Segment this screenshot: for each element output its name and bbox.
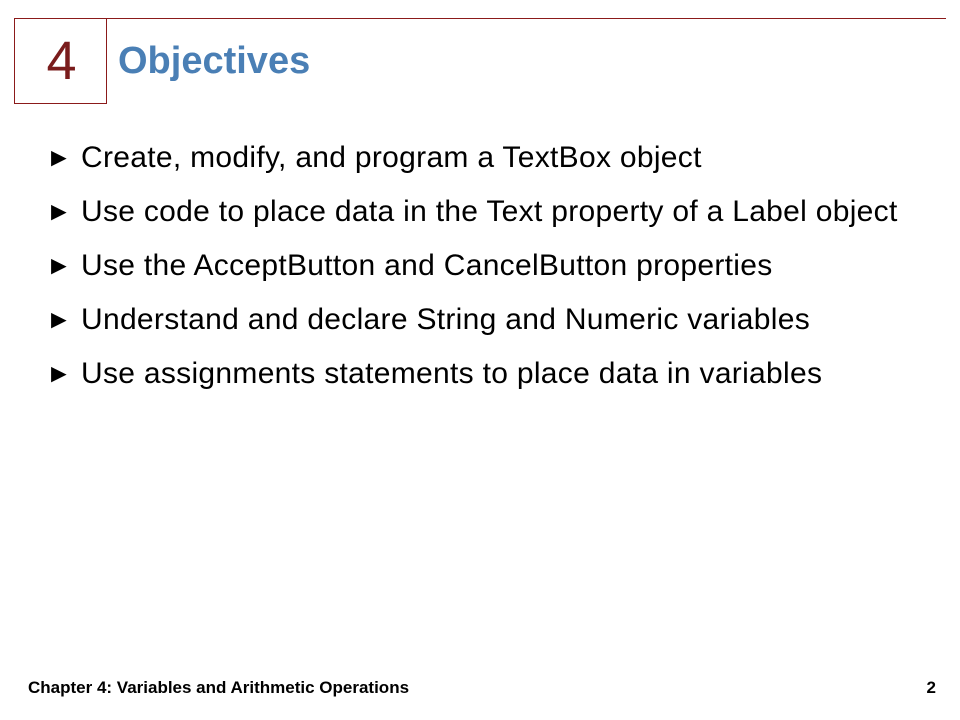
slide-title: Objectives: [118, 40, 311, 82]
arrow-bullet-icon: ►: [46, 304, 73, 334]
arrow-bullet-icon: ►: [46, 142, 73, 172]
bullet-text: Use assignments statements to place data in variables: [81, 357, 823, 390]
arrow-bullet-icon: ►: [46, 250, 73, 280]
bullet-item: [46, 351, 926, 396]
chapter-number-box: [14, 18, 107, 104]
footer-chapter-title: Chapter 4: Variables and Arithmetic Operations: [28, 678, 410, 697]
chapter-number: 4: [46, 31, 77, 91]
bullet-text: Understand and declare String and Numeric variables: [81, 303, 811, 336]
bullet-item: [46, 243, 926, 288]
bullet-text: Use code to place data in the Text property of a Label object: [81, 195, 898, 228]
arrow-bullet-icon: ►: [46, 358, 73, 388]
bullet-text: Use the AcceptButton and CancelButton properties: [81, 249, 773, 282]
bullet-text: Create, modify, and program a TextBox object: [81, 141, 702, 174]
objectives-list: [46, 135, 926, 405]
bullet-item: [46, 189, 926, 234]
bullet-item: [46, 297, 926, 342]
footer-page-number: 2: [926, 678, 936, 697]
arrow-bullet-icon: ►: [46, 196, 73, 226]
bullet-item: [46, 135, 926, 180]
header-divider: [107, 18, 946, 19]
